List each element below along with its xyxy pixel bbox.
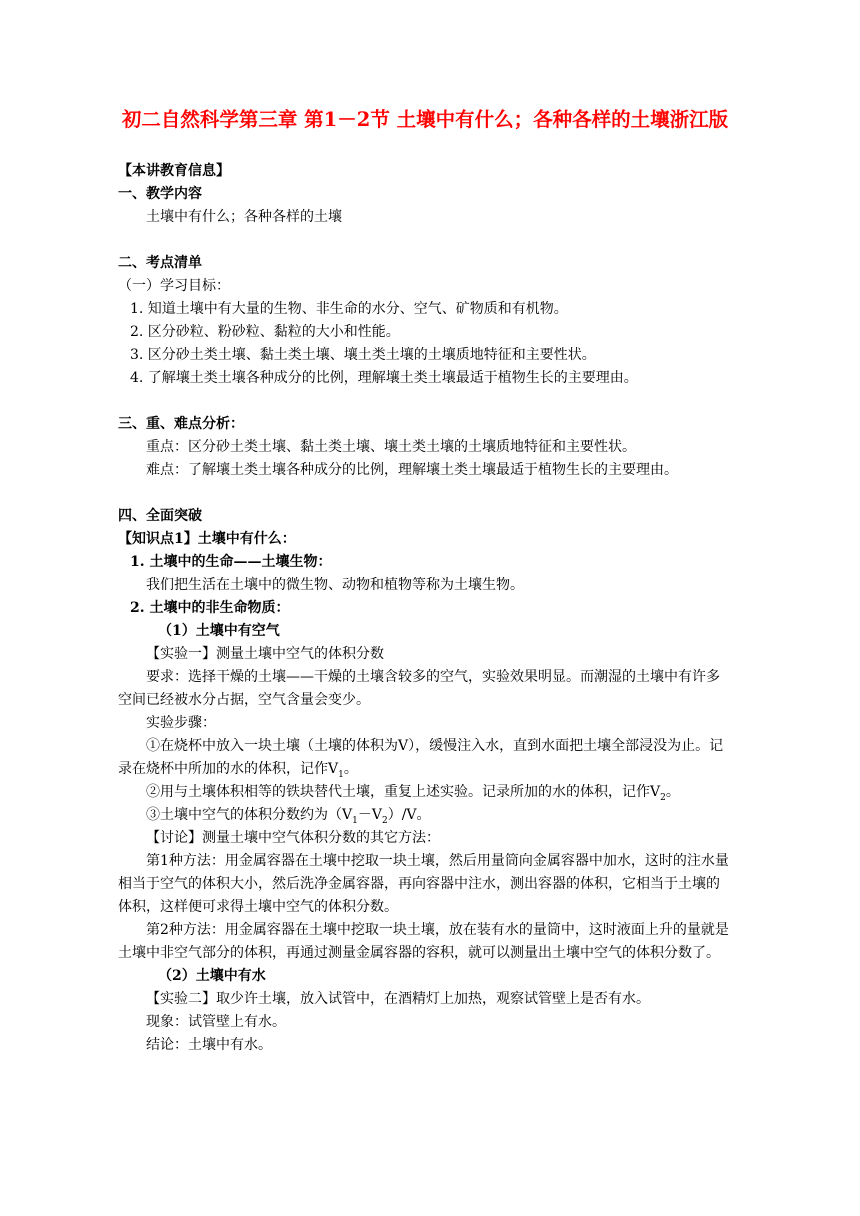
experiment-1: 【实验一】测量土壤中空气的体积分数 — [146, 646, 384, 662]
section-3-heading: 三、重、难点分析： — [118, 416, 244, 432]
step-3: ③土壤中空气的体积分数约为$(V_1-V_2)/V$。 — [146, 807, 431, 826]
method-1: 第1种方法：用金属容器在土壤中挖取一块土壤，然后用量筒向金属容器中加水，这时的注水量相当于空气的体积大小，然后洗净金属容器，再向容器中注水，测出容器的体积，它相当于土壤的体积，这样便可求得土壤中空气的体积分数。 — [118, 853, 729, 915]
objective-item: 3. 区分砂土类土壤、黏土类土壤、壤土类土壤的土壤质地特征和主要性状。 — [130, 347, 596, 363]
water-subheading: （2）土壤中有水 — [158, 968, 266, 984]
phenomenon: 现象：试管壁上有水。 — [146, 1014, 286, 1030]
discussion: 【讨论】测量土壤中空气体积分数的其它方法： — [146, 830, 440, 846]
section-1-text: 土壤中有什么；各种各样的土壤 — [146, 209, 342, 225]
difficult-point: 难点：了解壤土类土壤各种成分的比例，理解壤土类土壤最适于植物生长的主要理由。 — [146, 462, 678, 478]
steps-label: 实验步骤： — [146, 715, 216, 731]
knowledge-point-1: 【知识点1】土壤中有什么： — [118, 531, 296, 547]
section-4-heading: 四、全面突破 — [118, 508, 202, 524]
air-subheading: （1）土壤中有空气 — [158, 623, 280, 639]
requirement: 要求：选择干燥的土壤——干燥的土壤含较多的空气，实验效果明显。而潮湿的土壤中有许多空间已经被水分占据，空气含量会变少。 — [118, 669, 720, 708]
method-2: 第2种方法：用金属容器在土壤中挖取一块土壤，放在装有水的量筒中，这时液面上升的量就是土壤中非空气部分的体积，再通过测量金属容器的容积，就可以测量出土壤中空气的体积分数了。 — [118, 922, 729, 961]
step-1: ①在烧杯中放入一块土壤（土壤的体积为V），缓慢注入水，直到水面把土壤全部浸没为止。记录在烧杯中所加的水的体积，记作$V_1$。 — [118, 738, 724, 780]
objective-item: 1. 知道土壤中有大量的生物、非生命的水分、空气、矿物质和有机物。 — [130, 301, 568, 317]
document-title: 初二自然科学第三章 第1－2节 土壤中有什么；各种各样的土壤浙江版 — [121, 108, 729, 131]
section-2-heading: 二、考点清单 — [118, 255, 202, 271]
experiment-2: 【实验二】取少许土壤，放入试管中，在酒精灯上加热，观察试管壁上是否有水。 — [146, 991, 650, 1007]
key-point: 重点：区分砂土类土壤、黏土类土壤、壤土类土壤的土壤质地特征和主要性状。 — [146, 439, 636, 455]
objective-item: 4. 了解壤土类土壤各种成分的比例，理解壤土类土壤最适于植物生长的主要理由。 — [130, 370, 638, 386]
section-2-sub: （一）学习目标： — [118, 278, 230, 294]
point-1-title: 1. 土壤中的生命——土壤生物： — [130, 554, 332, 570]
objective-item: 2. 区分砂粒、粉砂粒、黏粒的大小和性能。 — [130, 324, 400, 340]
point-2-title: 2. 土壤中的非生命物质： — [130, 600, 290, 616]
conclusion: 结论：土壤中有水。 — [146, 1037, 272, 1053]
section-1-heading: 一、教学内容 — [118, 186, 202, 202]
info-header: 【本讲教育信息】 — [118, 163, 230, 179]
step-2: ②用与土壤体积相等的铁块替代土壤，重复上述实验。记录所加的水的体积，记作$V_2$。 — [146, 784, 680, 803]
point-1-text: 我们把生活在土壤中的微生物、动物和植物等称为土壤生物。 — [146, 577, 524, 593]
